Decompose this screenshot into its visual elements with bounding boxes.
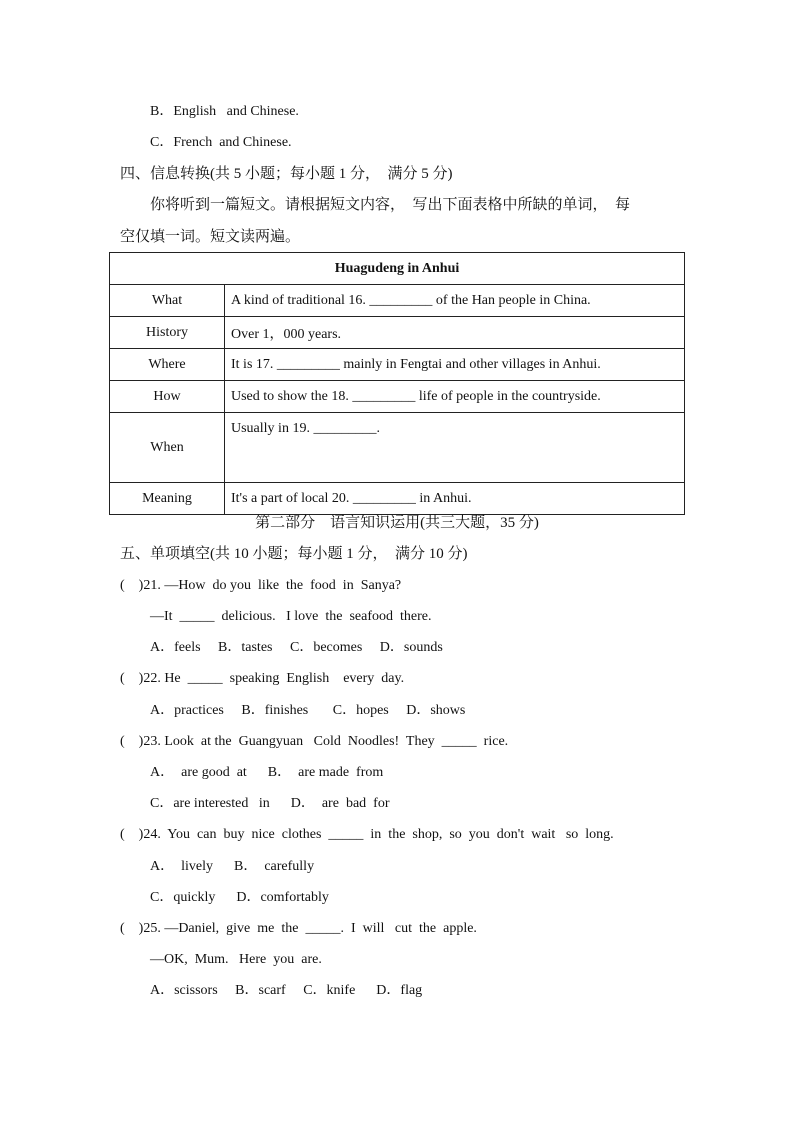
question-25-reply: —OK, Mum. Here you are. [150,952,322,967]
question-25-stem: ( )25. —Daniel, give me the _____. I will cut the apple. [120,921,477,936]
question-21-stem: ( )21. —How do you like the food in Sanya? [120,578,402,593]
row-value: A kind of traditional 16. _________ of the Han people in China. [225,285,685,317]
question-22-options: A．practices B．finishes C．hopes D．shows [150,703,466,718]
table-row [110,413,685,483]
row-value: It is 17. _________ mainly in Fengtai and other villages in Anhui. [225,349,685,381]
table-heading: Huagudeng in Anhui [110,253,685,285]
question-21-reply: —It _____ delicious. I love the seafood there. [150,609,432,624]
question-23-options-row2: C．are interested in D． are bad for [150,796,390,811]
table-row [110,285,685,317]
question-24-options-row2: C．quickly D．comfortably [150,890,329,905]
section-4-instruction-line1: 你将听到一篇短文。请根据短文内容， 写出下面表格中所缺的单词， 每 [150,197,631,213]
question-24-stem: ( )24. You can buy nice clothes _____ in the shop, so you don't wait so long. [120,827,614,842]
question-23-options-row1: A． are good at B． are made from [150,765,384,780]
row-label: What [110,285,225,317]
row-value: Over 1，000 years. [225,317,685,349]
table-row [110,317,685,349]
option-b-english-chinese: B．English and Chinese. [150,104,299,119]
row-label: Where [110,349,225,381]
section-4-title: 四、信息转换(共 5 小题；每小题 1 分， 满分 5 分) [120,166,453,182]
section-4-instruction-line2: 空仅填一词。短文读两遍。 [120,229,301,245]
row-value: Used to show the 18. _________ life of people in the countryside. [225,381,685,413]
row-label: History [110,317,225,349]
option-c-french-chinese: C．French and Chinese. [150,135,292,150]
question-23-stem: ( )23. Look at the Guangyuan Cold Noodles! They _____ rice. [120,734,509,749]
table-row [110,483,685,515]
section-5-title: 五、单项填空(共 10 小题；每小题 1 分， 满分 10 分) [120,546,468,562]
question-25-options: A．scissors B．scarf C．knife D．flag [150,983,423,998]
row-label: Meaning [110,483,225,515]
table-row [110,381,685,413]
info-table [109,252,685,515]
question-24-options-row1: A． lively B． carefully [150,859,315,874]
row-value: Usually in 19. _________. [225,413,685,483]
row-label: How [110,381,225,413]
row-label: When [110,413,225,483]
question-22-stem: ( )22. He _____ speaking English every day. [120,671,405,686]
row-value: It's a part of local 20. _________ in Anhui. [225,483,685,515]
part-2-title: 第二部分 语言知识运用(共三大题，35 分) [255,515,539,531]
question-21-options: A．feels B．tastes C．becomes D．sounds [150,640,443,655]
table-row [110,349,685,381]
